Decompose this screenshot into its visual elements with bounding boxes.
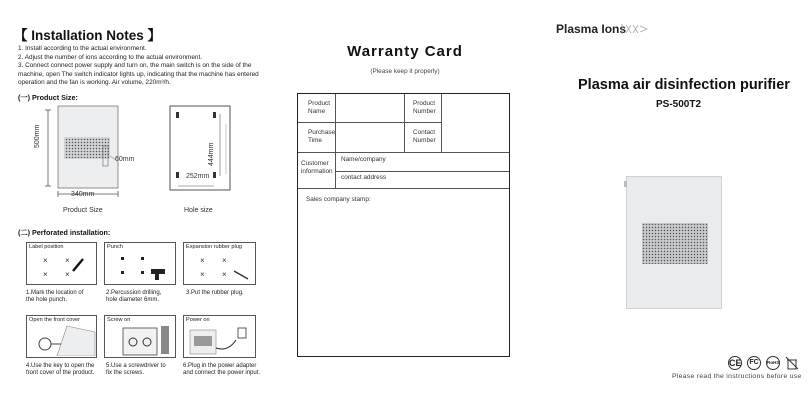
step-2-caption: 2.Percussion drilling, hole diameter 6mm. <box>106 290 162 304</box>
product-number-label: Product Number <box>413 100 436 115</box>
product-title: Plasma air disinfection purifier <box>578 77 790 93</box>
drill-icon <box>105 251 175 283</box>
dim-height: 500mm <box>34 124 41 148</box>
step-6-label: Power on <box>186 317 210 323</box>
svg-text:×: × <box>222 256 227 265</box>
certification-icons <box>728 356 799 370</box>
product-image <box>626 176 722 309</box>
svg-text:×: × <box>65 256 70 265</box>
hole-size-caption: Hole size <box>184 207 213 214</box>
dim-depth: 60mm <box>115 156 135 163</box>
contact-address-label: contact address <box>341 174 387 181</box>
note-3: 3. Connect connect power supply and turn on, the main switch is on the side of the <box>18 62 252 70</box>
installation-notes-title: 【 Installation Notes 】 <box>14 28 162 43</box>
hole-height: 444mm <box>208 142 215 166</box>
step-6-box <box>183 315 256 358</box>
installation-notes-list <box>18 45 268 88</box>
svg-text:×: × <box>43 270 48 279</box>
note-2: 2. Adjust the number of ions according to the actual environment. <box>18 53 203 61</box>
step-1-label: Label position <box>29 244 64 250</box>
contact-number-label: Contact Number <box>413 129 436 144</box>
key-icon <box>27 324 96 356</box>
air-grille <box>642 223 708 264</box>
brand-name: Plasma Ions <box>556 22 627 36</box>
purchase-time-label: Purchase Time <box>308 129 335 144</box>
step-4-label: Open the front cover <box>29 317 80 323</box>
note-1: 1. Install according to the actual environment. <box>18 45 147 52</box>
svg-text:×: × <box>222 270 227 279</box>
warranty-subtitle: (Please keep it properly) <box>370 68 440 75</box>
step-2-box <box>104 242 176 285</box>
hole-width: 252mm <box>186 173 210 180</box>
note-3-cont-a: machine, open The switch indicator lights up, indicating that the machine has entered <box>18 70 259 78</box>
customer-info-label: Customer information <box>301 160 333 175</box>
step-5-caption: 5.Use a screwdriver to fix the screws. <box>106 363 166 377</box>
product-name-label: Product Name <box>308 100 331 115</box>
svg-text:×: × <box>43 256 48 265</box>
recycle-icon <box>785 356 799 370</box>
product-size-title: (一) Product Size: <box>18 93 78 102</box>
rohs-icon: RoHS <box>766 356 780 370</box>
svg-text:×: × <box>200 256 205 265</box>
dim-width: 340mm <box>71 191 95 198</box>
step-2-label: Punch <box>107 244 123 250</box>
warranty-title: Warranty Card <box>347 43 463 60</box>
sales-stamp-label: Sales company stamp: <box>306 196 371 203</box>
svg-text:×: × <box>200 270 205 279</box>
product-grille <box>65 138 109 158</box>
product-model: PS-500T2 <box>656 99 702 110</box>
step-6-caption: 6.Plug in the power adapter and connect the power input. <box>183 363 261 377</box>
perforated-title: (二) Perforated installation: <box>18 228 111 237</box>
footer-instruction: Please read the instructions before use <box>672 373 802 380</box>
name-company-label: Name/company <box>341 156 386 163</box>
step-1-box <box>26 242 97 285</box>
screwdriver-icon <box>105 324 175 356</box>
step-4-box <box>26 315 97 358</box>
step-3-label: Expansion rubber plug <box>186 244 242 250</box>
step-3-caption: 3.Put the rubber plug. <box>186 290 244 296</box>
warranty-table <box>297 93 510 357</box>
mark-icon <box>27 251 96 283</box>
step-5-box <box>104 315 176 358</box>
mount-tab <box>624 181 627 187</box>
note-3-cont-b: operation and the fan is working. Air volume, 220m³/h. <box>18 79 171 87</box>
plug-icon <box>184 251 255 283</box>
fcc-icon: FC <box>747 356 761 370</box>
svg-text:×: × <box>65 270 70 279</box>
step-4-caption: 4.Use the key to open the front cover of the product. <box>26 363 95 377</box>
product-size-caption: Product Size <box>63 207 103 214</box>
brand-logo-icon <box>621 23 649 35</box>
ce-icon: CE <box>729 358 742 368</box>
step-1-caption: 1.Mark the location of the hole punch. <box>26 290 84 304</box>
step-5-label: Screw on <box>107 317 131 323</box>
step-3-box <box>183 242 256 285</box>
power-plug-icon <box>184 324 255 356</box>
